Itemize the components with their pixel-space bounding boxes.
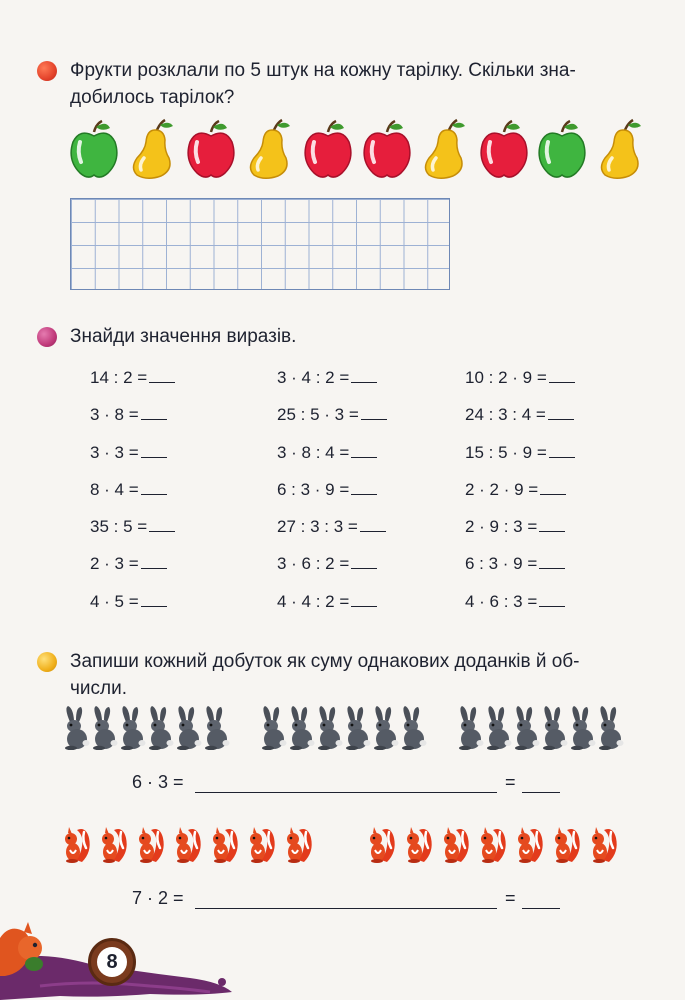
rabbit-icon: [596, 706, 624, 755]
squirrel-icon: [136, 822, 166, 869]
answer-blank[interactable]: [141, 552, 167, 569]
expression-row: [90, 478, 175, 515]
rabbit-icon: [399, 706, 427, 755]
squirrel-icon: [173, 822, 203, 869]
expressions-column-2: [277, 366, 387, 627]
rabbit-icon: [287, 706, 315, 755]
expression-text: 3 · 8 : 4 =: [277, 442, 350, 462]
expression-text: 2 · 2 · 9 =: [465, 479, 539, 499]
squirrel-icon: [210, 822, 240, 869]
expression-row: [90, 552, 175, 589]
red-apple-icon: [361, 118, 413, 180]
squirrel-icon: [62, 822, 92, 869]
equation-2-result-blank[interactable]: [522, 908, 560, 909]
expression-text: 3 · 3 =: [90, 442, 139, 462]
squirrel-icon: [552, 822, 582, 869]
expression-text: 4 · 5 =: [90, 591, 139, 611]
equation-2-equals: =: [505, 888, 516, 908]
expression-row: [277, 515, 387, 552]
answer-blank[interactable]: [548, 403, 574, 420]
rabbit-icon: [512, 706, 540, 755]
rabbit-icon: [118, 706, 146, 755]
expression-row: [90, 366, 175, 403]
rabbit-icon: [62, 706, 90, 755]
expression-row: [465, 552, 575, 589]
equation-2-left: 7 · 2 =: [132, 888, 184, 908]
answer-blank[interactable]: [149, 515, 175, 532]
expression-row: [277, 478, 387, 515]
squirrel-icon: [247, 822, 277, 869]
squirrel-icon: [478, 822, 508, 869]
expressions-column-3: [465, 366, 575, 627]
expression-text: 3 · 8 =: [90, 405, 139, 425]
expression-row: [277, 403, 387, 440]
expression-row: [465, 403, 575, 440]
expression-row: [277, 590, 387, 627]
expression-row: [465, 515, 575, 552]
rabbit-icon: [202, 706, 230, 755]
task2-title: Знайди значення виразів.: [70, 326, 297, 347]
answer-blank[interactable]: [539, 515, 565, 532]
red-apple-icon: [302, 118, 354, 180]
rabbit-icon: [371, 706, 399, 755]
answer-blank[interactable]: [141, 478, 167, 495]
equation-1-sum-blank[interactable]: [195, 792, 497, 793]
task1-bullet: [37, 61, 57, 81]
task1-question-line1: Фрукти розклали по 5 штук на кожну тарілку. Скільки зна-: [70, 60, 576, 81]
task2-bullet: [37, 327, 57, 347]
answer-blank[interactable]: [549, 366, 575, 383]
task1-question: [70, 57, 576, 111]
squirrel-icon: [404, 822, 434, 869]
answer-blank[interactable]: [539, 552, 565, 569]
answer-blank[interactable]: [539, 590, 565, 607]
squirrel-icon: [441, 822, 471, 869]
expression-text: 24 : 3 : 4 =: [465, 405, 546, 425]
expression-text: 4 · 4 : 2 =: [277, 591, 350, 611]
task3-instruction: [70, 648, 579, 702]
rabbit-row: [62, 706, 652, 752]
answer-blank[interactable]: [351, 441, 377, 458]
yellow-pear-icon: [244, 118, 296, 180]
expression-text: 2 · 3 =: [90, 554, 139, 574]
expression-text: 3 · 6 : 2 =: [277, 554, 350, 574]
expression-row: [90, 515, 175, 552]
answer-blank[interactable]: [351, 478, 377, 495]
rabbit-icon: [146, 706, 174, 755]
answer-blank[interactable]: [141, 441, 167, 458]
rabbit-icon: [540, 706, 568, 755]
red-apple-icon: [185, 118, 237, 180]
answer-blank[interactable]: [141, 403, 167, 420]
task1-question-line2: добилось тарілок?: [70, 87, 235, 108]
equation-1-equals: =: [505, 772, 516, 792]
expression-text: 35 : 5 =: [90, 517, 148, 537]
expression-row: [90, 403, 175, 440]
answer-blank[interactable]: [549, 441, 575, 458]
task3-instruction-line2: числи.: [70, 678, 127, 699]
equation-1-left: 6 · 3 =: [132, 772, 184, 792]
rabbit-icon: [90, 706, 118, 755]
green-apple-icon: [68, 118, 120, 180]
expression-text: 2 · 9 : 3 =: [465, 517, 538, 537]
expression-text: 14 : 2 =: [90, 368, 148, 387]
squirrel-icon: [367, 822, 397, 869]
squirrel-icon: [589, 822, 619, 869]
squirrel-mascot-icon: [0, 918, 60, 988]
page-number-badge: [88, 938, 136, 986]
rabbit-icon: [568, 706, 596, 755]
expression-row: [465, 441, 575, 478]
yellow-pear-icon: [595, 118, 647, 180]
expression-row: [90, 590, 175, 627]
expression-text: 25 : 5 · 3 =: [277, 405, 359, 425]
squirrel-row: [62, 822, 652, 866]
expression-row: [465, 590, 575, 627]
answer-blank[interactable]: [149, 366, 175, 383]
answer-grid[interactable]: [70, 198, 450, 290]
answer-blank[interactable]: [351, 590, 377, 607]
yellow-pear-icon: [419, 118, 471, 180]
answer-blank[interactable]: [360, 515, 386, 532]
expression-row: [465, 366, 575, 403]
squirrel-icon: [284, 822, 314, 869]
answer-blank[interactable]: [141, 590, 167, 607]
red-apple-icon: [478, 118, 530, 180]
rabbit-icon: [259, 706, 287, 755]
expression-text: 6 : 3 · 9 =: [277, 479, 350, 499]
answer-blank[interactable]: [540, 478, 566, 495]
rabbit-icon: [343, 706, 371, 755]
squirrel-icon: [515, 822, 545, 869]
expression-text: 4 · 6 : 3 =: [465, 591, 538, 611]
equation-1-result-blank[interactable]: [522, 792, 560, 793]
expression-row: [465, 478, 575, 515]
fruit-row: [68, 118, 648, 180]
expressions-column-1: [90, 366, 175, 627]
squirrel-icon: [99, 822, 129, 869]
expression-text: 10 : 2 · 9 =: [465, 368, 547, 387]
expression-text: 8 · 4 =: [90, 479, 139, 499]
task3-bullet: [37, 652, 57, 672]
green-apple-icon: [536, 118, 588, 180]
expression-row: [277, 552, 387, 589]
expression-row: [277, 441, 387, 478]
answer-blank[interactable]: [361, 403, 387, 420]
expression-row: [277, 366, 387, 403]
page-number: 8: [97, 947, 127, 977]
task3-instruction-line1: Запиши кожний добуток як суму однакових доданків й об-: [70, 651, 580, 672]
expression-text: 27 : 3 : 3 =: [277, 517, 358, 537]
rabbit-icon: [484, 706, 512, 755]
yellow-pear-icon: [127, 118, 179, 180]
rabbit-icon: [456, 706, 484, 755]
expression-text: 6 : 3 · 9 =: [465, 554, 538, 574]
equation-2-sum-blank[interactable]: [195, 908, 497, 909]
rabbit-icon: [174, 706, 202, 755]
rabbit-icon: [315, 706, 343, 755]
answer-blank[interactable]: [351, 366, 377, 383]
answer-blank[interactable]: [351, 552, 377, 569]
expression-row: [90, 441, 175, 478]
expression-text: 15 : 5 · 9 =: [465, 442, 547, 462]
expression-text: 3 · 4 : 2 =: [277, 368, 350, 387]
